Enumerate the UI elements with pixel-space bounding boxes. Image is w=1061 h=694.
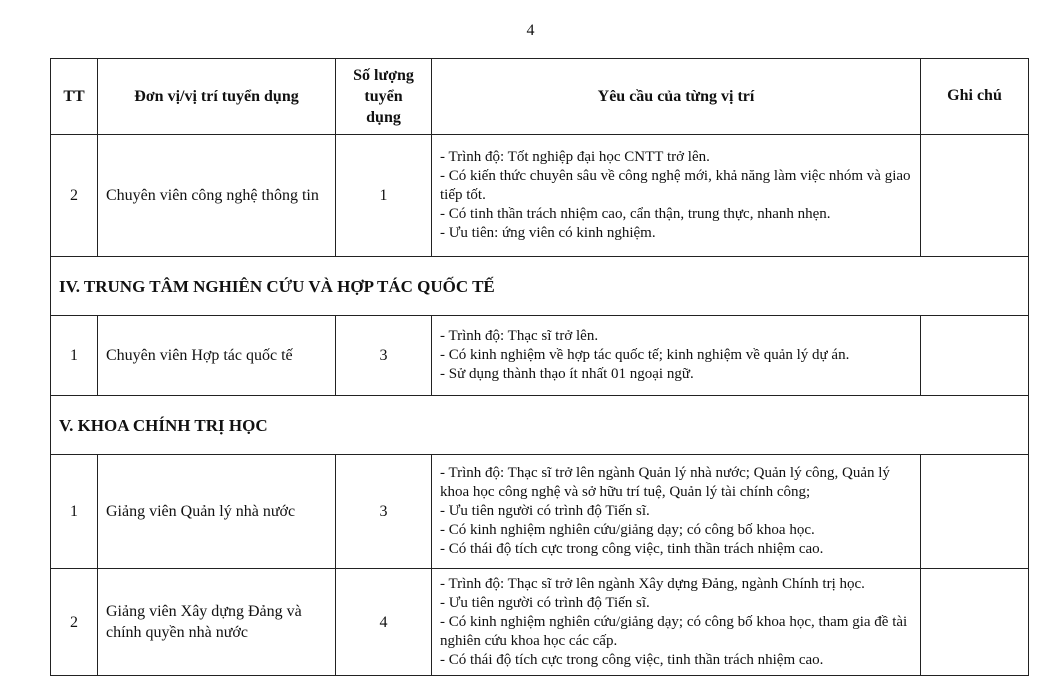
header-unit: Đơn vị/vị trí tuyển dụng (98, 59, 336, 135)
requirement-line: - Có thái độ tích cực trong công việc, tinh thần trách nhiệm cao. (440, 541, 824, 557)
row-requirements (432, 455, 921, 569)
requirement-line: - Trình độ: Thạc sĩ trở lên ngành Xây dựng Đảng, ngành Chính trị học. (440, 575, 865, 592)
section-row (51, 396, 1029, 455)
section-title: IV. TRUNG TÂM NGHIÊN CỨU VÀ HỢP TÁC QUỐC TẾ (51, 257, 1029, 316)
requirement-line: - Ưu tiên người có trình độ Tiến sĩ. (440, 594, 650, 611)
row-requirements (432, 316, 921, 396)
table-row (51, 455, 1029, 569)
row-position: Chuyên viên Hợp tác quốc tế (98, 316, 336, 396)
row-quantity: 3 (336, 316, 432, 396)
row-position: Chuyên viên công nghệ thông tin (98, 135, 336, 257)
header-quantity: Số lượng tuyển dụng (336, 59, 432, 135)
requirement-line: - Trình độ: Tốt nghiệp đại học CNTT trở lên. (440, 149, 710, 165)
recruitment-table (50, 58, 1029, 676)
section-title: V. KHOA CHÍNH TRỊ HỌC (51, 396, 1029, 455)
requirement-line: - Có kinh nghiệm về hợp tác quốc tế; kinh nghiệm về quản lý dự án. (440, 347, 850, 363)
requirement-line: - Có kinh nghiệm nghiên cứu/giảng dạy; có công bố khoa học. (440, 522, 815, 538)
section-row (51, 257, 1029, 316)
page-number: 4 (526, 22, 535, 39)
row-note (921, 316, 1029, 396)
table-row (51, 135, 1029, 257)
row-tt: 1 (51, 455, 98, 569)
requirement-line: - Ưu tiên người có trình độ Tiến sĩ. (440, 503, 650, 519)
row-requirements (432, 135, 921, 257)
row-note (921, 455, 1029, 569)
row-quantity: 4 (336, 569, 432, 676)
header-note: Ghi chú (921, 59, 1029, 135)
table-row (51, 316, 1029, 396)
requirement-line: - Có thái độ tích cực trong công việc, tinh thần trách nhiệm cao. (440, 651, 824, 668)
row-quantity: 3 (336, 455, 432, 569)
header-tt: TT (51, 59, 98, 135)
row-position: Giảng viên Quản lý nhà nước (98, 455, 336, 569)
row-note (921, 569, 1029, 676)
row-note (921, 135, 1029, 257)
row-tt: 2 (51, 569, 98, 676)
requirement-line: - Có kiến thức chuyên sâu về công nghệ mới, khả năng làm việc nhóm và giao tiếp tốt. (440, 168, 911, 203)
row-requirements (432, 569, 921, 676)
requirement-line: - Sử dụng thành thạo ít nhất 01 ngoại ngữ. (440, 366, 694, 382)
header-requirements: Yêu cầu của từng vị trí (432, 59, 921, 135)
requirement-line: - Trình độ: Thạc sĩ trở lên. (440, 328, 599, 344)
row-tt: 1 (51, 316, 98, 396)
requirement-line: - Ưu tiên: ứng viên có kinh nghiệm. (440, 225, 656, 241)
row-tt: 2 (51, 135, 98, 257)
requirement-line: - Có kinh nghiệm nghiên cứu/giảng dạy; có công bố khoa học, tham gia đề tài nghiên cứu khoa học các cấp. (440, 613, 908, 649)
requirement-line: - Trình độ: Thạc sĩ trở lên ngành Quản lý nhà nước; Quản lý công, Quản lý khoa học công nghệ và sở hữu trí tuệ, Quản lý tài chính công; (440, 465, 890, 500)
row-quantity: 1 (336, 135, 432, 257)
requirement-line: - Có tinh thần trách nhiệm cao, cẩn thận, trung thực, nhanh nhẹn. (440, 206, 831, 222)
row-position: Giảng viên Xây dựng Đảng và chính quyền nhà nước (98, 569, 336, 676)
table-header-row (51, 59, 1029, 135)
table-row (51, 569, 1029, 676)
